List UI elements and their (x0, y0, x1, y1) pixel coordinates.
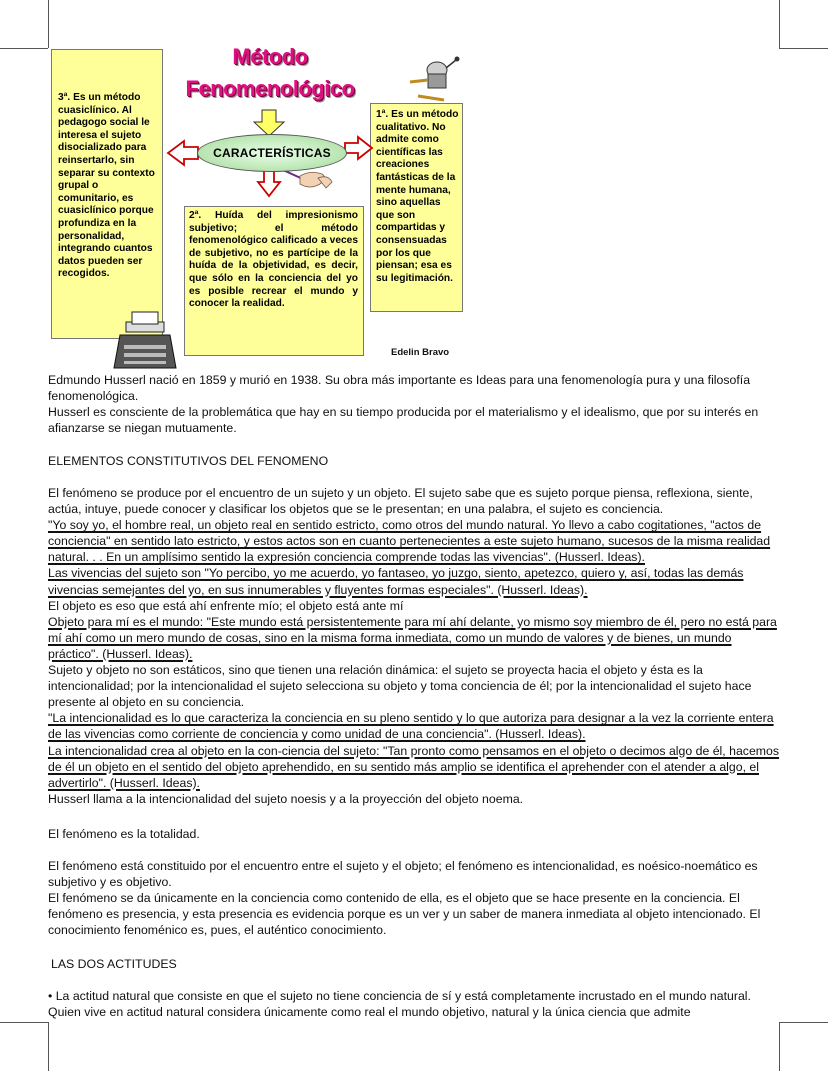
characteristic-2-box: 2ª. Huída del impresionismo subjetivo; el método fenomenológico calificado a veces de subjetivo, no es partícipe de la huída de la objetividad, es decir, que sólo en la conciencia del yo es posible recrear el mundo y conocer la realidad. (184, 206, 364, 356)
characteristic-1-box: 1ª. Es un método cualitativo. No admite como científicas las creaciones fantásticas de la mente humana, sino aquellas que son compartidas y consensuadas por los que piensan; esa es su legitimación. (370, 103, 463, 312)
quote-underlined: "La intencionalidad es lo que caracteriza la conciencia en su pleno sentido y lo que autoriza para designar a la vez la corriente entera de las vivencias como corriente de conciencia y como unidad de una conciencia". (Husserl. Ideas). (48, 711, 774, 742)
typewriter-icon (114, 312, 176, 368)
diagram-author: Edelin Bravo (391, 347, 450, 358)
quote-underlined: "Yo soy yo, el hombre real, un objeto real en sentido estricto, como otros del mundo natural. Yo llevo a cabo cogitationes, "actos de conciencia" en sentido lato estricto, y estos actos son en cuanto pertenecientes a este sujeto humano, sucesos de la misma realidad natural. . . En un amplísimo sentido la expresión conciencia comprende todas las vivencias". (Husserl. Ideas). (48, 518, 771, 565)
body-phenomenon (48, 858, 780, 938)
paragraph: El fenómeno se produce por el encuentro de un sujeto y un objeto. El sujeto sabe que es sujeto porque piensa, reflexiona, siente, actúa, intuye, puede conocer y clasificar los objetos que se le presentan; en una palabra, el sujeto es conciencia. (48, 486, 753, 517)
paragraph: Edmundo Husserl nació en 1859 y murió en 1938. Su obra más importante es Ideas para una fenomenología pura y una filosofía fenomenológica. (48, 373, 751, 404)
body-elements (48, 485, 780, 807)
arrow-down-red (258, 170, 280, 196)
paragraph: El fenómeno se da únicamente en la conciencia como contenido de ella, es el objeto que se hace presente en la conciencia. El fenómeno es presencia, y esta presencia es evidencia porque es un ver y un saber de manera inmediata al objeto intencionado. El conocimiento fenoménico es, pues, el auténtico conocimiento. (48, 891, 761, 938)
paragraph: El objeto es eso que está ahí enfrente mío; el objeto está ante mí (48, 598, 404, 613)
arrow-right-red (345, 137, 372, 159)
paragraph: Husserl es consciente de la problemática que hay en su tiempo producida por el materialismo y el idealismo, que por su interés en afianzarse se niegan mutuamente. (48, 405, 759, 436)
paragraph-natural-attitude: • La actitud natural que consiste en que el sujeto no tiene conciencia de sí y está completamente incrustado en el mundo natural. Quien vive en actitud natural considera únicamente como real el mundo objetivo, natural y la única ciencia que admite (48, 989, 751, 1020)
body-intro (48, 372, 780, 436)
characteristics-ellipse: CARACTERÍSTICAS (197, 134, 347, 172)
crop-mark-bottom-left-h (0, 1022, 48, 1023)
crop-mark-bottom-right-h (779, 1022, 828, 1023)
arrow-down-yellow (254, 110, 284, 136)
diagram-title-line2: Fenomenológico (185, 76, 355, 101)
characteristic-3-box: 3ª. Es un método cuasiclínico. Al pedagogo social le interesa el sujeto disocializado para reinsertarlo, sin separar su contexto grupal o comunitario, es cuasiclínico porque profundiza en la personalidad, integrando cuantos datos pueden ser recogidos. (51, 49, 163, 339)
quote-underlined: Las vivencias del sujeto son "Yo percibo, yo me acuerdo, yo fantaseo, yo juzgo, siento, apetezco, quiero y, así, todas las demás vivencias semejantes del yo, en sus innumerables y fluyentes formas especiales". (Husserl. Ideas). (48, 566, 744, 597)
diagram-title-line1: Método (232, 44, 308, 69)
paragraph-totality: El fenómeno es la totalidad. (48, 827, 200, 841)
paragraph: El fenómeno está constituido por el encuentro entre el sujeto y el objeto; el fenómeno es intencionalidad, es noésico-noemático es subjetivo y es objetivo. (48, 859, 758, 890)
section-heading-attitudes: LAS DOS ACTITUDES (51, 957, 177, 971)
crop-mark-bottom-left (48, 1022, 49, 1071)
hand-pen-icon (283, 170, 332, 188)
arrow-left-red (168, 141, 198, 165)
section-heading-elements: ELEMENTOS CONSTITUTIVOS DEL FENOMENO (48, 454, 329, 468)
diagram-arrows (0, 0, 828, 400)
crop-mark-bottom-right (779, 1022, 780, 1071)
paragraph: Sujeto y objeto no son estáticos, sino que tienen una relación dinámica: el sujeto se proyecta hacia el objeto y ésta es la intencionalidad; por la intencionalidad el sujeto selecciona su objeto y toma conciencia de él; por la intencionalidad el sujeto hace presente al objeto en su conciencia. (48, 663, 752, 710)
pencil-sharpener-icon (410, 57, 460, 101)
quote-underlined: La intencionalidad crea al objeto en la con-ciencia del sujeto: "Tan pronto como pensamos en el objeto o decimos algo de él, hacemos de él un objeto en el sentido del objeto aprehendido, en su sentido más amplio se identifica el aprehender con el atender a algo, el advertirlo". (Husserl. Ideas). (48, 743, 780, 790)
paragraph: Husserl llama a la intencionalidad del sujeto noesis y a la proyección del objeto noema. (48, 791, 524, 806)
quote-underlined: Objeto para mí es el mundo: "Este mundo está persistentemente para mí ahí delante, yo mismo soy miembro de él, pero no está para mí ahí como un mero mundo de cosas, sino en la misma forma inmediata, como un mundo de valores y de bienes, un mundo práctico". (Husserl. Ideas). (48, 614, 777, 661)
